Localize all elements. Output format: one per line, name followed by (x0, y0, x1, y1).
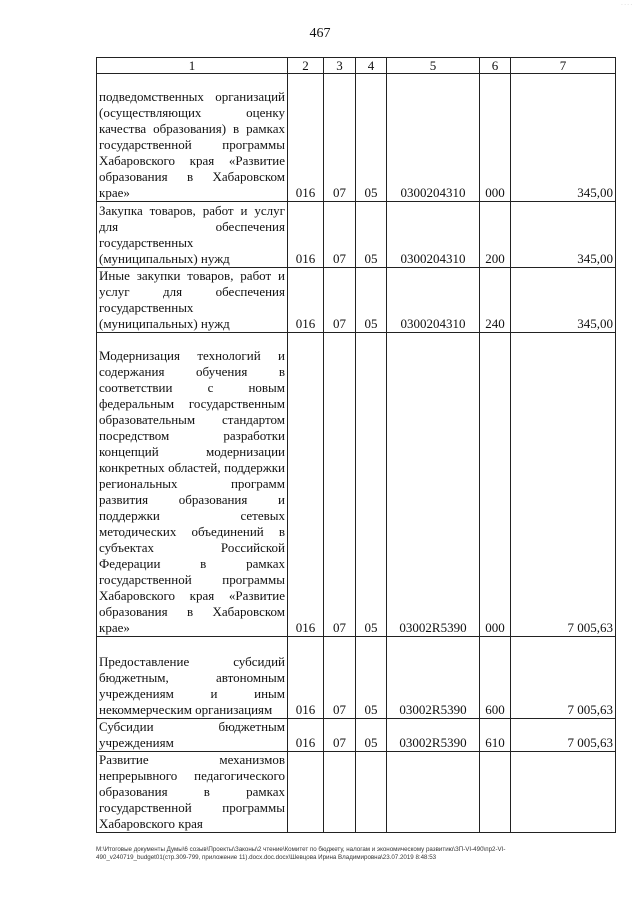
row-name: Субсидии бюджетным учреждениям (97, 719, 288, 752)
cell-amount: 345,00 (511, 202, 616, 268)
cell-expense-type: 000 (480, 74, 511, 202)
table-row (97, 752, 616, 833)
cell-amount: 7 005,63 (511, 333, 616, 637)
cell-expense-type: 000 (480, 333, 511, 637)
cell-section: 07 (324, 637, 356, 719)
cell-subsection (356, 752, 387, 833)
cell-section: 07 (324, 268, 356, 333)
cell-expense-type: 200 (480, 202, 511, 268)
cell-expense-type: 240 (480, 268, 511, 333)
cell-target-article: 0300204310 (387, 202, 480, 268)
cell-target-article: 03002R5390 (387, 637, 480, 719)
cell-target-article: 0300204310 (387, 74, 480, 202)
row-name: подведомственных организаций (осуществляющих оценку качества образования) в рамках государственной программы Хабаровского края «Развитие образования в Хабаровском крае» (97, 74, 288, 202)
cell-target-article (387, 752, 480, 833)
table-row (97, 74, 616, 202)
table-header-row (97, 58, 616, 74)
table-row (97, 333, 616, 637)
cell-ministry: 016 (288, 202, 324, 268)
table-row (97, 268, 616, 333)
cell-target-article: 03002R5390 (387, 719, 480, 752)
table-row (97, 202, 616, 268)
document-footer (96, 846, 616, 862)
cell-amount (511, 752, 616, 833)
row-name: Предоставление субсидий бюджетным, автономным учреждениям и иным некоммерческим организациям (97, 637, 288, 719)
row-name: Закупка товаров, работ и услуг для обеспечения государственных (муниципальных) нужд (97, 202, 288, 268)
cell-expense-type (480, 752, 511, 833)
cell-section (324, 752, 356, 833)
footer-file-line: 490_v240719_budget01(стр.309-799, приложение 11).docx.doc.docx\Шевцова Ирина Владимировна\23.07.2019 8:48:53 (96, 854, 437, 861)
column-header: 2 (288, 58, 324, 74)
cell-expense-type: 610 (480, 719, 511, 752)
budget-table (96, 57, 616, 833)
cell-ministry: 016 (288, 637, 324, 719)
row-name: Развитие механизмов непрерывного педагогического образования в рамках государственной программы Хабаровского края (97, 752, 288, 833)
cell-subsection: 05 (356, 719, 387, 752)
cell-ministry: 016 (288, 268, 324, 333)
row-name: Иные закупки товаров, работ и услуг для обеспечения государственных (муниципальных) нужд (97, 268, 288, 333)
cell-section: 07 (324, 74, 356, 202)
column-header: 3 (324, 58, 356, 74)
cell-subsection: 05 (356, 333, 387, 637)
cell-ministry: 016 (288, 719, 324, 752)
cell-section: 07 (324, 333, 356, 637)
column-header: 5 (387, 58, 480, 74)
cell-section: 07 (324, 202, 356, 268)
cell-ministry: 016 (288, 333, 324, 637)
cell-target-article: 0300204310 (387, 268, 480, 333)
table-row (97, 719, 616, 752)
column-header: 4 (356, 58, 387, 74)
column-header: 1 (97, 58, 288, 74)
cell-section: 07 (324, 719, 356, 752)
header-strip: · · · · (621, 2, 632, 8)
cell-amount: 345,00 (511, 268, 616, 333)
cell-subsection: 05 (356, 637, 387, 719)
column-header: 6 (480, 58, 511, 74)
cell-amount: 7 005,63 (511, 637, 616, 719)
cell-amount: 7 005,63 (511, 719, 616, 752)
page-number: 467 (309, 26, 331, 41)
cell-amount: 345,00 (511, 74, 616, 202)
table-row (97, 637, 616, 719)
cell-subsection: 05 (356, 268, 387, 333)
cell-ministry: 016 (288, 74, 324, 202)
cell-target-article: 03002R5390 (387, 333, 480, 637)
cell-ministry (288, 752, 324, 833)
cell-expense-type: 600 (480, 637, 511, 719)
row-name: Модернизация технологий и содержания обучения в соответствии с новым федеральным государственным образовательным стандартом посредством разработки концепций модернизации конкретных областей, поддержки региональных программ развития образования и поддержки сетевых методических объединений в субъектах Российской Федерации в рамках государственной программы Хабаровского края «Развитие образования в Хабаровском крае» (97, 333, 288, 637)
cell-subsection: 05 (356, 202, 387, 268)
footer-path-line: M:\Итоговые документы Думы\6 созыв\Проекты\Законы\2 чтение\Комитет по бюджету, налогам и экономическому развитию\ЗП-VI-490\пр2-VI- (96, 846, 506, 853)
cell-subsection: 05 (356, 74, 387, 202)
column-header: 7 (511, 58, 616, 74)
